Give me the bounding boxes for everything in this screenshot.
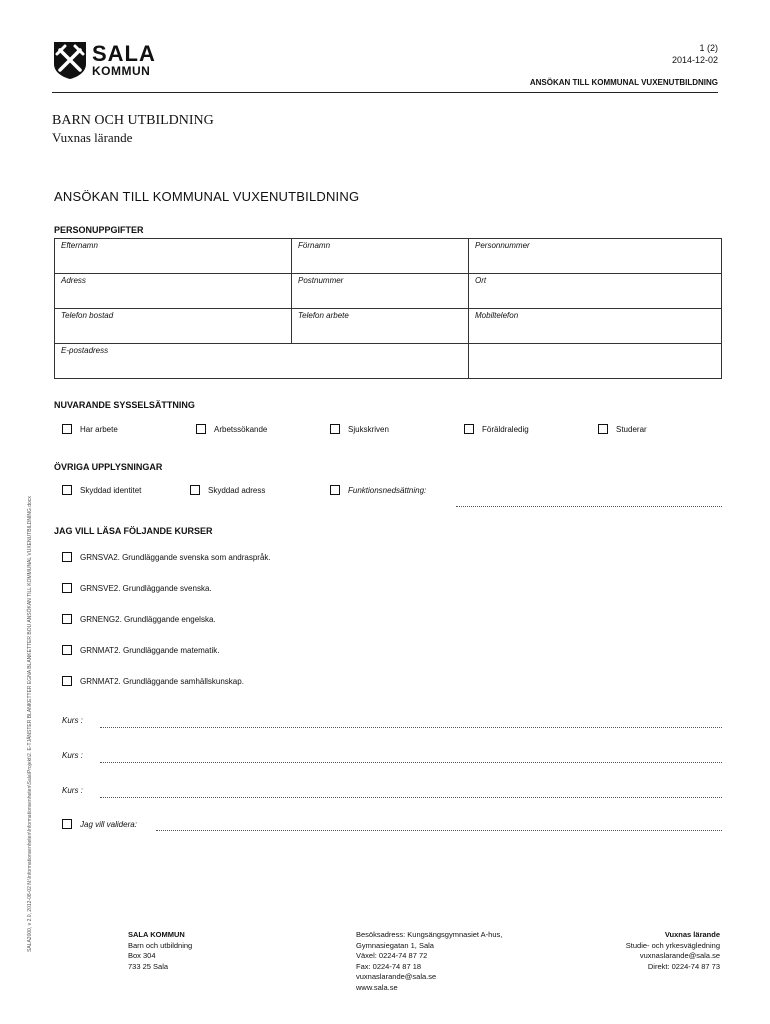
checkbox-skyddad-adress[interactable] <box>190 485 265 495</box>
footer-line: vuxnaslarande@sala.se <box>639 951 720 960</box>
checkbox-label: Arbetssökande <box>214 424 268 434</box>
field-label: Postnummer <box>298 276 344 285</box>
course-label: GRNMAT2. Grundläggande matematik. <box>80 645 220 655</box>
footer-address <box>128 930 192 972</box>
checkbox-studerar[interactable] <box>598 424 647 434</box>
section-heading-personal: PERSONUPPGIFTER <box>54 225 144 235</box>
field-adress[interactable] <box>55 274 292 309</box>
checkbox-box[interactable] <box>190 485 200 495</box>
footer-line: Gymnasiegatan 1, Sala <box>356 940 434 950</box>
field-label: Telefon bostad <box>61 311 114 320</box>
checkbox-box[interactable] <box>330 424 340 434</box>
footer-line: Studie- och yrkesvägledning <box>625 940 720 950</box>
checkbox-foraldraledig[interactable] <box>464 424 529 434</box>
checkbox-skyddad-identitet[interactable] <box>62 485 141 495</box>
checkbox-box[interactable] <box>598 424 608 434</box>
sala-kommun-logo <box>52 40 172 86</box>
kurs-label-1: Kurs : <box>62 716 83 725</box>
field-personnummer[interactable] <box>469 239 722 274</box>
checkbox-sjukskriven[interactable] <box>330 424 389 434</box>
section-heading-employment: NUVARANDE SYSSELSÄTTNING <box>54 400 195 410</box>
field-mobiltelefon[interactable] <box>469 309 722 344</box>
section-heading-courses: JAG VILL LÄSA FÖLJANDE KURSER <box>54 526 213 536</box>
footer-line: Direkt: 0224-74 87 73 <box>647 961 720 971</box>
kurs-label-3: Kurs : <box>62 786 83 795</box>
checkbox-box[interactable] <box>62 614 72 624</box>
field-label: Personnummer <box>475 241 530 250</box>
footer-line: Växel: 0224-74 87 72 <box>356 951 428 960</box>
logo-sub: KOMMUN <box>92 64 151 78</box>
validera-line[interactable] <box>156 830 722 831</box>
field-label: Efternamn <box>61 241 98 250</box>
department-block <box>52 112 214 146</box>
course-label: GRNMAT2. Grundläggande samhällskunskap. <box>80 676 244 686</box>
checkbox-funktionsnedsattning[interactable] <box>330 485 426 495</box>
field-fornamn[interactable] <box>292 239 469 274</box>
checkbox-arbetssokande[interactable] <box>196 424 267 434</box>
document-path-sidebar: SALA2000, v 2.0, 2012-08-02 N:\Informationsenheten\Informationsenheten\Sala\Projekt\2. E-TJÄNSTER BLANKETTER EGNA BLANKETTER BOU ANSÖKAN TILL KOMMUNAL VUXENUTBILDNING.docx <box>27 496 33 952</box>
section-heading-other: ÖVRIGA UPPLYSNINGAR <box>54 462 163 472</box>
course-label: GRNSVE2. Grundläggande svenska. <box>80 583 212 593</box>
page-number: 1 (2) <box>699 43 718 53</box>
footer-line: Vuxnas lärande <box>664 930 720 939</box>
header-doc-title: ANSÖKAN TILL KOMMUNAL VUXENUTBILDNING <box>529 78 718 87</box>
checkbox-box[interactable] <box>464 424 474 434</box>
checkbox-box[interactable] <box>62 485 72 495</box>
kurs-label-2: Kurs : <box>62 751 83 760</box>
field-telefon-bostad[interactable] <box>55 309 292 344</box>
sala-crest-icon <box>52 40 88 80</box>
header-divider <box>52 92 718 93</box>
footer-line: vuxnaslarande@sala.se <box>356 972 437 981</box>
footer-line: Besöksadress: Kungsängsgymnasiet A-hus, <box>356 930 503 939</box>
department-name: BARN OCH UTBILDNING <box>52 113 214 128</box>
course-label: GRNSVA2. Grundläggande svenska som andraspråk. <box>80 552 271 562</box>
checkbox-box[interactable] <box>62 645 72 655</box>
footer-line: Barn och utbildning <box>128 940 193 950</box>
course-checkbox-grneng2[interactable] <box>62 614 216 624</box>
course-checkbox-grnsve2[interactable] <box>62 583 212 593</box>
checkbox-label: Föräldraledig <box>482 424 529 434</box>
footer-line: www.sala.se <box>356 982 398 992</box>
checkbox-box[interactable] <box>62 552 72 562</box>
field-label: E-postadress <box>61 346 109 355</box>
footer-line: Box 304 <box>128 951 156 960</box>
checkbox-label: Sjukskriven <box>348 424 389 434</box>
checkbox-har-arbete[interactable] <box>62 424 118 434</box>
validate-label: Jag vill validera: <box>80 819 137 829</box>
field-postnummer[interactable] <box>292 274 469 309</box>
checkbox-label: Skyddad adress <box>208 485 266 495</box>
document-date: 2014-12-02 <box>671 55 718 65</box>
checkbox-label: Funktionsnedsättning: <box>348 485 427 495</box>
checkbox-box[interactable] <box>330 485 340 495</box>
course-checkbox-grnsva2[interactable] <box>62 552 271 562</box>
checkbox-label: Studerar <box>616 424 647 434</box>
footer-line: 733 25 Sala <box>128 961 169 971</box>
page-meta <box>672 42 718 66</box>
checkbox-box[interactable] <box>62 583 72 593</box>
footer-unit <box>626 930 720 972</box>
field-label: Mobiltelefon <box>475 311 519 320</box>
course-checkbox-grnshk2[interactable] <box>62 676 244 686</box>
kurs-line-1[interactable] <box>100 727 722 728</box>
field-label: Telefon arbete <box>298 311 349 320</box>
checkbox-box[interactable] <box>62 424 72 434</box>
footer-contact <box>356 930 502 993</box>
field-label: Förnamn <box>298 241 331 250</box>
checkbox-label: Har arbete <box>80 424 118 434</box>
logo-name: SALA <box>92 41 156 66</box>
kurs-line-2[interactable] <box>100 762 722 763</box>
field-label: Ort <box>475 276 487 285</box>
form-title: ANSÖKAN TILL KOMMUNAL VUXENUTBILDNING <box>54 189 360 204</box>
field-ort[interactable] <box>469 274 722 309</box>
checkbox-box[interactable] <box>62 676 72 686</box>
field-efternamn[interactable] <box>55 239 292 274</box>
field-label: Adress <box>61 276 86 285</box>
checkbox-validera[interactable] <box>62 819 137 829</box>
footer-line: Fax: 0224-74 87 18 <box>356 961 422 971</box>
course-label: GRNENG2. Grundläggande engelska. <box>80 614 216 624</box>
department-unit: Vuxnas lärande <box>52 130 133 145</box>
footer-line: SALA KOMMUN <box>128 930 185 939</box>
course-checkbox-grnmat2[interactable] <box>62 645 219 655</box>
kurs-line-3[interactable] <box>100 797 722 798</box>
checkbox-label: Skyddad identitet <box>80 485 142 495</box>
checkbox-box[interactable] <box>62 819 72 829</box>
checkbox-box[interactable] <box>196 424 206 434</box>
field-telefon-arbete[interactable] <box>292 309 469 344</box>
personal-details-table <box>54 238 722 379</box>
field-epost[interactable] <box>55 344 469 379</box>
funktionsnedsattning-line[interactable] <box>456 506 722 507</box>
field-epost-extra <box>469 344 722 379</box>
